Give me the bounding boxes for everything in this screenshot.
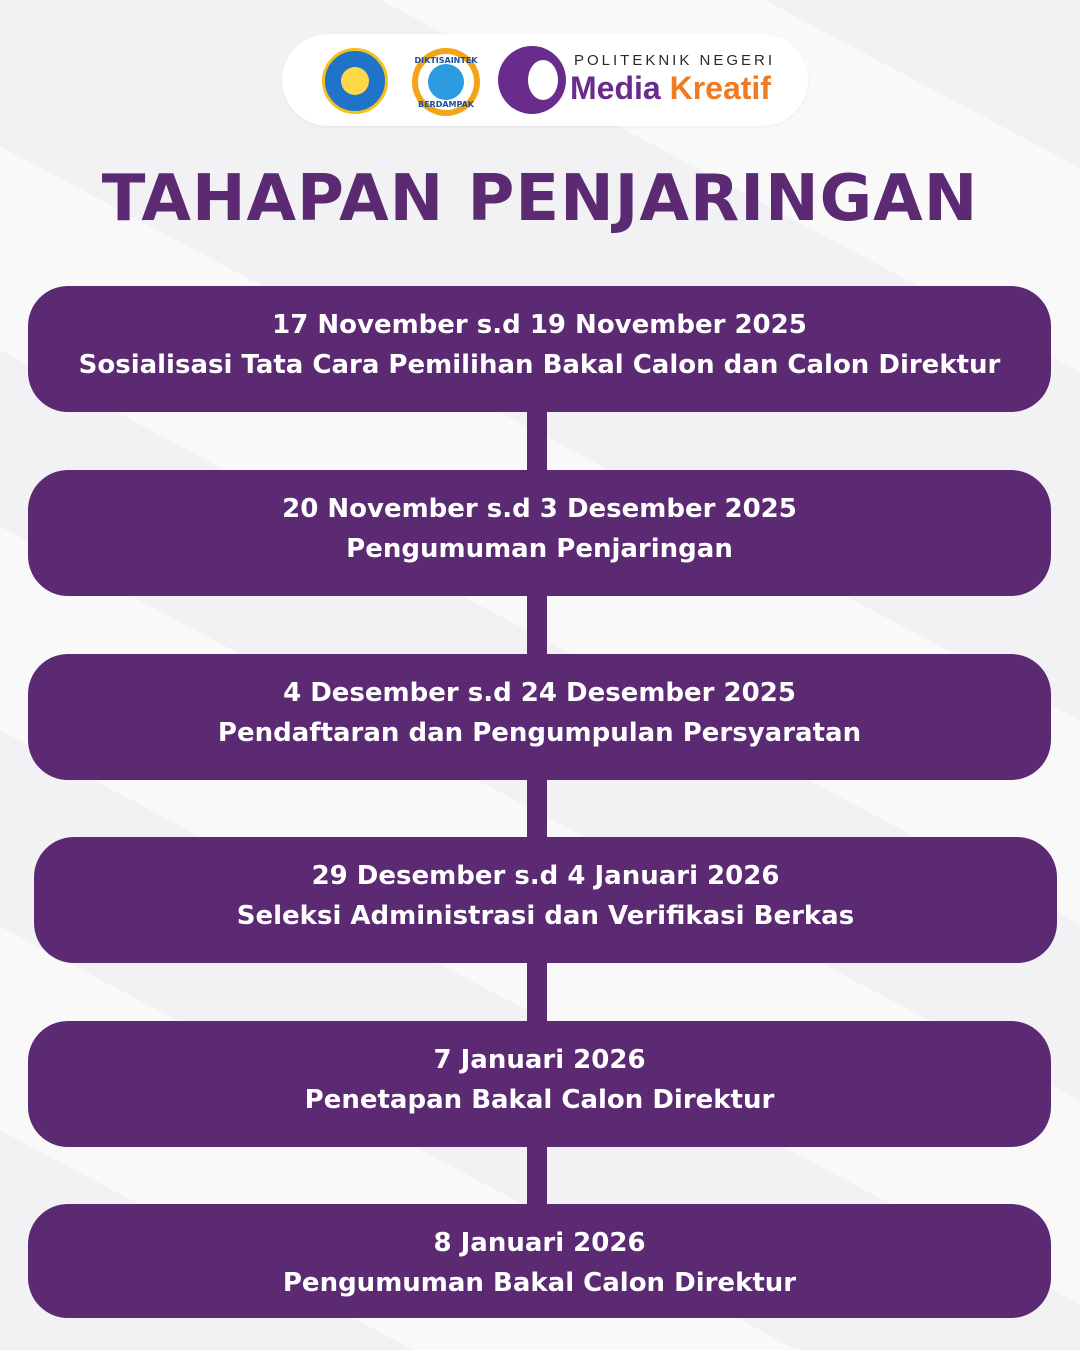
tut-wuri-handayani-logo	[322, 48, 388, 114]
stage-card-3	[28, 654, 1051, 780]
page-title: TAHAPAN PENJARINGAN	[101, 162, 979, 236]
institution-name-kreatif: Kreatif	[669, 70, 771, 106]
institution-top-label: POLITEKNIK NEGERI	[574, 52, 776, 69]
stage-card-2	[28, 470, 1051, 596]
stage-card-5	[28, 1021, 1051, 1147]
stage-date: 4 Desember s.d 24 Desember 2025	[283, 678, 796, 708]
stage-card-1	[28, 286, 1051, 412]
stage-description: Sosialisasi Tata Cara Pemilihan Bakal Calon dan Calon Direktur	[78, 350, 1001, 380]
diktisaintek-logo-text-bottom: BERDAMPAK	[417, 100, 475, 109]
stage-date: 17 November s.d 19 November 2025	[272, 310, 807, 340]
stage-card-4	[34, 837, 1057, 963]
diktisaintek-logo	[412, 48, 480, 116]
institution-name-media: Media	[570, 70, 661, 106]
stage-card-6	[28, 1204, 1051, 1318]
diktisaintek-logo-text-top: DIKTISAINTEK	[414, 56, 478, 65]
stage-description: Seleksi Administrasi dan Verifikasi Berkas	[236, 901, 855, 931]
stage-date: 29 Desember s.d 4 Januari 2026	[311, 861, 780, 891]
stage-description: Pengumuman Bakal Calon Direktur	[282, 1268, 797, 1298]
stage-description: Penetapan Bakal Calon Direktur	[304, 1085, 775, 1115]
stage-description: Pengumuman Penjaringan	[346, 534, 733, 564]
stage-date: 7 Januari 2026	[433, 1045, 646, 1075]
institution-name	[570, 70, 771, 107]
stage-date: 8 Januari 2026	[433, 1228, 646, 1258]
stage-date: 20 November s.d 3 Desember 2025	[282, 494, 797, 524]
media-kreatif-logo-icon	[498, 46, 566, 114]
stage-description: Pendaftaran dan Pengumpulan Persyaratan	[217, 718, 862, 748]
